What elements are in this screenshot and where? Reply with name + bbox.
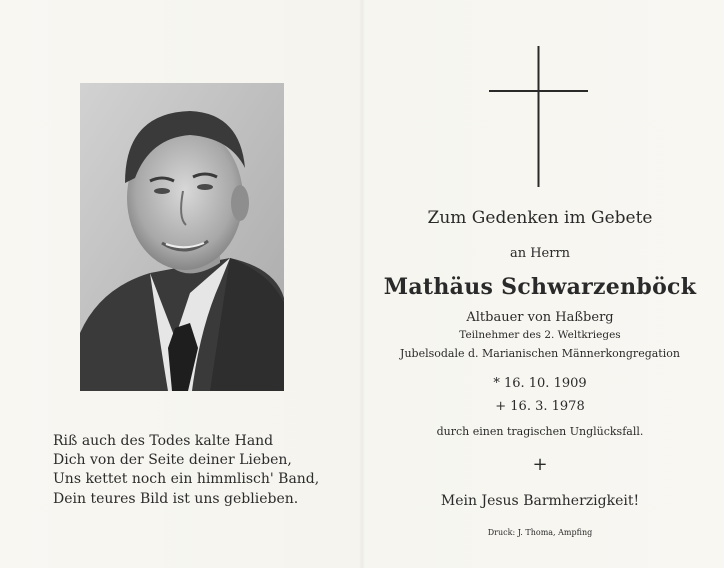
war-service: Teilnehmer des 2. Weltkrieges: [459, 329, 621, 341]
small-cross-icon: +: [532, 454, 548, 475]
memorial-heading: Zum Gedenken im Gebete: [427, 208, 653, 228]
printer-credit: Druck: J. Thoma, Ampfing: [487, 528, 593, 537]
poem-line: Dich von der Seite deiner Lieben,: [53, 452, 292, 469]
portrait-photo: [80, 83, 284, 391]
prayer-line: Mein Jesus Barmherzigkeit!: [440, 493, 640, 509]
membership: Jubelsodale d. Marianischen Männerkongregation: [400, 347, 680, 360]
deceased-name: Mathäus Schwarzenböck: [383, 274, 697, 300]
death-date: + 16. 3. 1978: [495, 399, 585, 414]
occupation: Altbauer von Haßberg: [466, 310, 614, 325]
poem-line: Dein teures Bild ist uns geblieben.: [53, 490, 299, 507]
cause-of-death: durch einen tragischen Unglücksfall.: [436, 425, 644, 438]
cross-icon: [489, 46, 588, 187]
poem-line: Uns kettet noch ein himmlisch' Band,: [53, 471, 320, 488]
salutation: an Herrn: [509, 246, 571, 261]
birth-date: * 16. 10. 1909: [493, 376, 587, 391]
poem-line: Riß auch des Todes kalte Hand: [53, 433, 274, 449]
memorial-poem: [53, 432, 353, 509]
